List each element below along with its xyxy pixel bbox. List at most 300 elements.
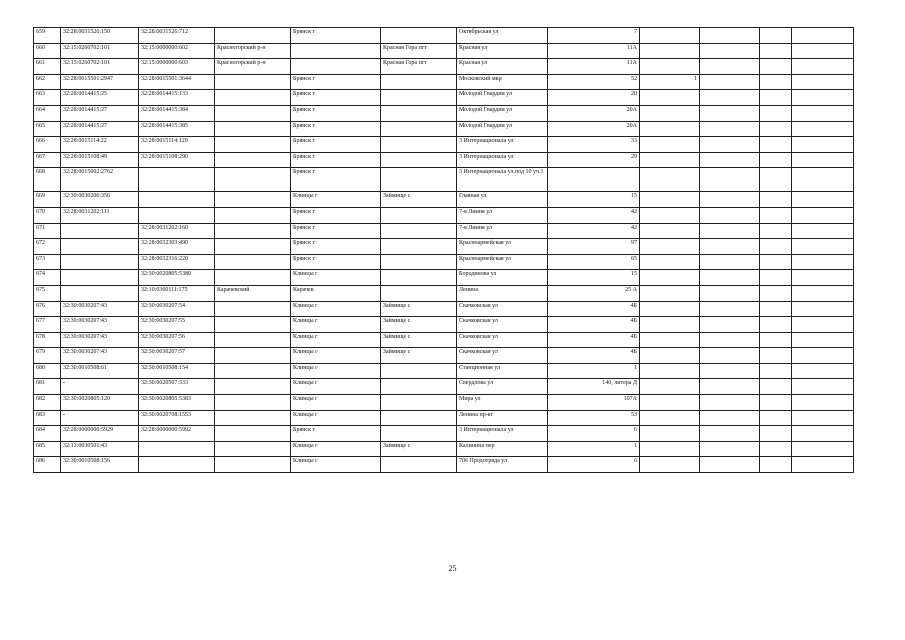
table-cell-h [640,285,700,301]
table-cell-a: 32:28:0000000:5929 [61,426,139,442]
table-cell-empty [760,457,792,473]
table-cell-n: 677 [34,317,61,333]
table-cell-f: Скачковская ул [457,301,548,317]
table-cell-d: Брянск г [291,239,381,255]
table-row [34,207,854,223]
table-row [34,137,854,153]
table-cell-f: 3 Интернационала ул [457,152,548,168]
table-cell-b: 32:30:0020507:333 [139,379,215,395]
table-cell-f: 706 Продотряда ул [457,457,548,473]
table-cell-d: Брянск г [291,152,381,168]
table-cell-g: 42 [548,207,640,223]
table-cell-b: 32:28:0032316:220 [139,254,215,270]
table-cell-h [640,223,700,239]
table-cell-g [548,168,640,192]
table-cell-empty [760,137,792,153]
table-cell-a: 32:30:0010508:61 [61,363,139,379]
table-cell-f: Скачковская ул [457,317,548,333]
table-cell-empty [760,285,792,301]
table-cell-b: 32:28:0014415:133 [139,90,215,106]
table-cell-empty [792,363,854,379]
table-cell-d: Брянск г [291,207,381,223]
table-cell-empty [792,152,854,168]
table-row [34,121,854,137]
table-cell-c [215,332,291,348]
table-cell-h [640,410,700,426]
table-cell-empty [760,254,792,270]
table-cell-g: 25 А [548,285,640,301]
table-cell-n: 685 [34,441,61,457]
table-cell-n: 674 [34,270,61,286]
table-cell-n: 672 [34,239,61,255]
table-cell-empty [792,168,854,192]
table-cell-empty [760,239,792,255]
table-cell-empty [760,317,792,333]
table-cell-a: 32:28:0014415:27 [61,121,139,137]
table-cell-i [700,348,760,364]
table-cell-i [700,207,760,223]
table-cell-empty [792,254,854,270]
table-cell-empty [760,121,792,137]
table-cell-empty [792,410,854,426]
table-cell-a [61,285,139,301]
table-cell-g: 11А [548,59,640,75]
table-cell-d: Брянск г [291,90,381,106]
table-cell-b: 32:30:0020805:5383 [139,395,215,411]
table-row [34,379,854,395]
table-cell-c [215,348,291,364]
table-row [34,74,854,90]
table-cell-e [381,74,457,90]
table-cell-h [640,457,700,473]
table-cell-a [61,254,139,270]
table-cell-empty [792,348,854,364]
table-cell-empty [760,363,792,379]
table-cell-i [700,74,760,90]
table-cell-empty [760,207,792,223]
table-cell-i [700,426,760,442]
table-cell-h [640,348,700,364]
table-row [34,441,854,457]
table-cell-d: Клинцы г [291,332,381,348]
table-cell-b: 32:28:0032303:490 [139,239,215,255]
table-cell-f: Молодой Гвардии ул [457,90,548,106]
table-cell-empty [760,74,792,90]
table-cell-c [215,192,291,208]
table-cell-f: Красная ул [457,59,548,75]
table-cell-i [700,254,760,270]
table-cell-empty [792,395,854,411]
table-row [34,254,854,270]
table-cell-a [61,270,139,286]
table-row [34,270,854,286]
table-cell-empty [760,43,792,59]
table-cell-f: Ленина [457,285,548,301]
table-cell-g: 15 [548,192,640,208]
table-cell-b: 32:15:0000000:602 [139,43,215,59]
table-cell-g: 107А [548,395,640,411]
table-cell-empty [792,332,854,348]
table-cell-n: 668 [34,168,61,192]
table-cell-f: Свердлова ул [457,379,548,395]
table-cell-n: 683 [34,410,61,426]
table-cell-f: Скачковская ул [457,332,548,348]
table-cell-h [640,254,700,270]
table-cell-g: 4Б [548,301,640,317]
table-row [34,43,854,59]
table-cell-b: 32:30:0030207:54 [139,301,215,317]
table-cell-i [700,332,760,348]
table-cell-empty [792,121,854,137]
page-number: 25 [448,564,457,573]
table-cell-c [215,270,291,286]
table-cell-empty [760,152,792,168]
table-row [34,285,854,301]
table-cell-c [215,74,291,90]
table-cell-a: 32:13:0030501:43 [61,441,139,457]
table-cell-h [640,441,700,457]
table-cell-h [640,168,700,192]
table-cell-c [215,379,291,395]
table-row [34,90,854,106]
table-cell-c [215,457,291,473]
table-cell-e: Займище с [381,301,457,317]
table-cell-d: Клинцы г [291,363,381,379]
table-cell-n: 682 [34,395,61,411]
table-cell-n: 680 [34,363,61,379]
table-cell-a: 32:28:0015108:49 [61,152,139,168]
table-cell-empty [792,441,854,457]
table-row [34,59,854,75]
table-cell-empty [760,90,792,106]
table-cell-empty [792,223,854,239]
table-cell-i [700,152,760,168]
table-cell-a: 32:28:0031526:150 [61,28,139,44]
table-cell-f: Молодой Гвардии ул [457,105,548,121]
table-cell-h [640,395,700,411]
table-cell-h [640,152,700,168]
table-cell-empty [792,137,854,153]
table-cell-empty [792,457,854,473]
table-cell-b [139,207,215,223]
table-cell-n: 679 [34,348,61,364]
table-cell-d: Карачев [291,285,381,301]
table-cell-n: 667 [34,152,61,168]
table-cell-f: 3 Интернационала ул [457,137,548,153]
table-cell-d: Брянск г [291,137,381,153]
table-row [34,223,854,239]
table-cell-e [381,254,457,270]
table-cell-i [700,121,760,137]
table-row [34,239,854,255]
table-cell-e [381,121,457,137]
table-cell-g: 4Б [548,317,640,333]
table-cell-h [640,59,700,75]
table-cell-g: 1 [548,441,640,457]
table-cell-c: Карачевский [215,285,291,301]
table-cell-c [215,239,291,255]
table-cell-c: Красногорский р-н [215,59,291,75]
table-cell-a: 32:30:0030207:43 [61,317,139,333]
table-cell-c [215,105,291,121]
table-cell-d: Клинцы г [291,441,381,457]
table-cell-i [700,28,760,44]
table-row [34,395,854,411]
table-row [34,152,854,168]
table-cell-d: Клинцы г [291,457,381,473]
table-cell-a: 32:30:0010508:156 [61,457,139,473]
table-cell-a [61,223,139,239]
table-cell-a: 32:15:0260702:101 [61,43,139,59]
table-cell-empty [792,90,854,106]
table-cell-i [700,59,760,75]
table-cell-e: Займище с [381,332,457,348]
table-row [34,28,854,44]
table-cell-d: Брянск г [291,223,381,239]
table-cell-empty [760,441,792,457]
table-cell-i [700,239,760,255]
table-cell-empty [760,332,792,348]
table-cell-h [640,426,700,442]
table-cell-f: 7-я Линия ул [457,223,548,239]
table-cell-n: 659 [34,28,61,44]
table-cell-c [215,28,291,44]
table-cell-b: 32:30:0030207:57 [139,348,215,364]
table-cell-d: Клинцы г [291,192,381,208]
table-cell-empty [760,223,792,239]
table-cell-e [381,410,457,426]
table-cell-c [215,317,291,333]
table-cell-g: 4Б [548,348,640,364]
table-cell-d: Брянск г [291,74,381,90]
table-cell-empty [792,74,854,90]
table-cell-empty [760,28,792,44]
table-cell-d: Брянск г [291,168,381,192]
table-cell-g: 20А [548,105,640,121]
table-cell-h [640,332,700,348]
table-cell-c [215,152,291,168]
table-cell-g: 20 [548,90,640,106]
table-cell-f: 3 Интернационала ул [457,426,548,442]
table-cell-c [215,90,291,106]
table-cell-n: 670 [34,207,61,223]
table-cell-n: 676 [34,301,61,317]
table-cell-c [215,207,291,223]
table-cell-i [700,395,760,411]
table-cell-i [700,441,760,457]
table-cell-empty [760,168,792,192]
table-row [34,426,854,442]
table-cell-e: Займище с [381,317,457,333]
table-cell-d: Клинцы г [291,270,381,286]
table-cell-empty [760,348,792,364]
table-cell-d: Брянск г [291,105,381,121]
table-cell-empty [760,270,792,286]
table-cell-empty [760,59,792,75]
table-cell-g: 20А [548,121,640,137]
table-cell-e [381,270,457,286]
table-cell-d: Брянск г [291,426,381,442]
table-cell-empty [792,28,854,44]
table-cell-e [381,395,457,411]
table-cell-h [640,379,700,395]
table-cell-e [381,90,457,106]
table-cell-a: 32:30:0030207:43 [61,332,139,348]
table-cell-c [215,137,291,153]
table-cell-f: Молодой Гвардии ул [457,121,548,137]
table-cell-empty [760,192,792,208]
table-cell-g: 97 [548,239,640,255]
table-cell-f: Скачковская ул [457,348,548,364]
table-cell-a: 32:15:0260702:101 [61,59,139,75]
table-cell-i [700,270,760,286]
table-cell-a: 32:28:0015002:2762 [61,168,139,192]
table-cell-b: 32:28:0015114:129 [139,137,215,153]
table-cell-h [640,105,700,121]
table-cell-h [640,239,700,255]
data-table [33,27,854,473]
table-cell-c [215,395,291,411]
table-cell-i [700,137,760,153]
table-row [34,348,854,364]
table-cell-c [215,441,291,457]
table-cell-e [381,152,457,168]
table-cell-d: Клинцы г [291,410,381,426]
table-cell-e [381,168,457,192]
table-cell-b: 32:10:0360111:175 [139,285,215,301]
table-cell-empty [760,395,792,411]
table-cell-d: Клинцы г [291,395,381,411]
table-cell-empty [792,285,854,301]
table-cell-i [700,223,760,239]
table-cell-a: 32:28:0014415:27 [61,105,139,121]
table-cell-i [700,90,760,106]
table-cell-i [700,317,760,333]
table-cell-g: 42 [548,223,640,239]
table-cell-e [381,207,457,223]
table-cell-b: 32:28:0014415:384 [139,105,215,121]
table-cell-n: 663 [34,90,61,106]
table-cell-empty [760,379,792,395]
table-cell-d [291,59,381,75]
table-cell-c: Красногорский р-н [215,43,291,59]
table-cell-f: Калинина пер [457,441,548,457]
table-cell-i [700,363,760,379]
table-cell-h [640,28,700,44]
table-cell-n: 669 [34,192,61,208]
table-cell-e [381,285,457,301]
table-cell-e [381,426,457,442]
table-row [34,457,854,473]
table-cell-e [381,137,457,153]
table-cell-e [381,28,457,44]
table-cell-empty [792,426,854,442]
table-cell-g: 6 [548,426,640,442]
table-cell-empty [760,301,792,317]
table-cell-h: 1 [640,74,700,90]
table-cell-b [139,168,215,192]
table-cell-n: 686 [34,457,61,473]
table-cell-e: Займище с [381,348,457,364]
table-cell-g: 29 [548,152,640,168]
table-cell-h [640,90,700,106]
table-cell-e [381,239,457,255]
table-cell-h [640,192,700,208]
table-cell-i [700,192,760,208]
table-cell-empty [792,59,854,75]
table-cell-b: 32:30:0020708:1553 [139,410,215,426]
table-cell-d: Брянск г [291,121,381,137]
table-cell-b: 32:30:0010508:154 [139,363,215,379]
table-cell-f: Московский мкр [457,74,548,90]
table-cell-empty [792,301,854,317]
table-cell-empty [792,317,854,333]
table-cell-b: 32:30:0020805:5380 [139,270,215,286]
table-cell-b [139,192,215,208]
table-cell-f: Бородинова ул [457,270,548,286]
table-cell-g: 140, литера Д [548,379,640,395]
table-cell-n: 678 [34,332,61,348]
table-cell-f: Красная ул [457,43,548,59]
table-cell-empty [792,105,854,121]
table-cell-n: 660 [34,43,61,59]
table-cell-c [215,121,291,137]
table-cell-g: 1 [548,363,640,379]
table-cell-f: Главная ул [457,192,548,208]
table-cell-c [215,223,291,239]
table-cell-n: 681 [34,379,61,395]
table-cell-n: 666 [34,137,61,153]
table-cell-b: 32:30:0030207:56 [139,332,215,348]
table-cell-h [640,301,700,317]
table-row [34,192,854,208]
table-cell-g: 65 [548,254,640,270]
table-cell-c [215,168,291,192]
table-cell-e [381,223,457,239]
table-cell-empty [792,207,854,223]
table-cell-g: 7 [548,28,640,44]
table-cell-e: Красная Гора пгт [381,59,457,75]
table-cell-e: Красная Гора пгт [381,43,457,59]
table-cell-i [700,301,760,317]
table-cell-n: 665 [34,121,61,137]
table-row [34,301,854,317]
table-cell-n: 662 [34,74,61,90]
table-cell-e [381,379,457,395]
table-cell-f: 3 Интернационала ул.под 10 уч.1 [457,168,548,192]
table-cell-n: 661 [34,59,61,75]
table-cell-b: 32:28:0014415:385 [139,121,215,137]
table-cell-f: Станционная ул [457,363,548,379]
table-cell-e [381,457,457,473]
table-cell-i [700,410,760,426]
table-cell-d [291,43,381,59]
table-cell-f: Ленина пр-кт [457,410,548,426]
table-cell-e: Займище с [381,441,457,457]
table-cell-i [700,168,760,192]
table-cell-c [215,426,291,442]
table-cell-n: 675 [34,285,61,301]
table-cell-g: 4Б [548,332,640,348]
table-cell-f: Мира ул [457,395,548,411]
table-cell-b: 32:15:0000000:603 [139,59,215,75]
table-cell-f: Красноармейская ул [457,239,548,255]
table-row [34,168,854,192]
table-cell-empty [760,426,792,442]
table-cell-empty [792,270,854,286]
table-cell-b: 32:28:0031526:712 [139,28,215,44]
table-cell-i [700,285,760,301]
